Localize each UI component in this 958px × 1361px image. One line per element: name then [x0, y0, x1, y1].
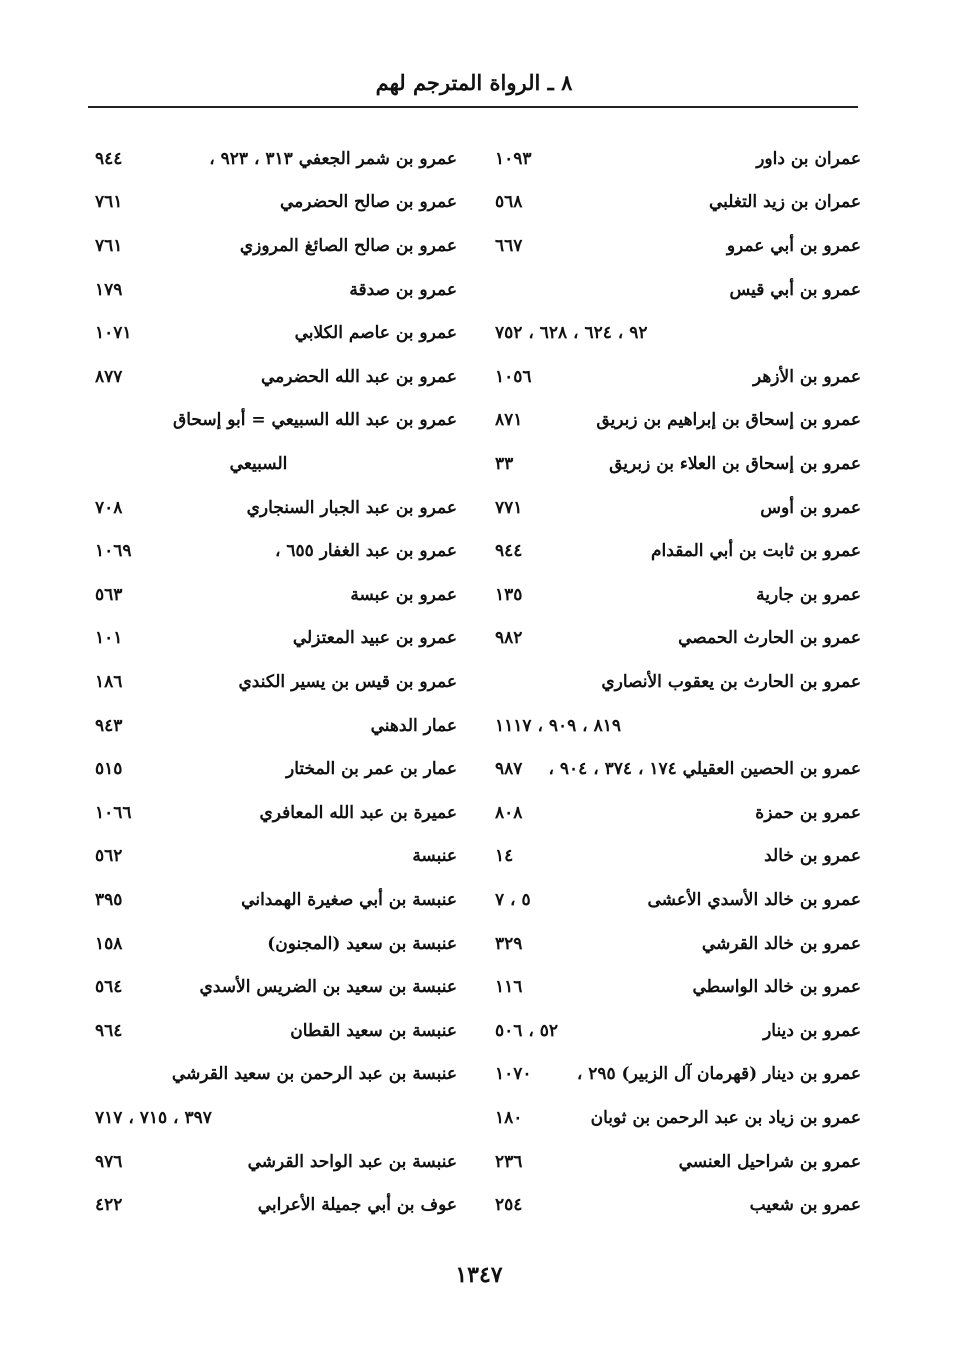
narrator-name: عمرو بن خالد القرشي: [701, 933, 861, 954]
narrator-name: عمرو بن دينار (قهرمان آل الزبير) ٢٩٥ ،: [576, 1064, 861, 1085]
page-references: ٥٦٤: [95, 977, 123, 998]
narrator-name: عمران بن داور: [756, 148, 861, 169]
page-references: ١٠٥٦: [495, 366, 532, 387]
index-entry: [95, 137, 457, 181]
page-references: ٢٥٤: [495, 1195, 523, 1216]
page-references: ٤٢٢: [95, 1195, 123, 1216]
index-column-left: [95, 137, 457, 1227]
narrator-name: عمرو بن حمزة: [755, 802, 861, 823]
page-references: ٧٠٨: [95, 497, 123, 518]
narrator-name: عنبسة بن سعيد بن الضريس الأسدي: [199, 977, 457, 998]
index-entry: [495, 922, 861, 966]
index-entry: [95, 1009, 457, 1053]
narrator-name: عمرو بن عبد الله السبيعي = أبو إسحاق: [173, 410, 457, 431]
index-entry: [495, 791, 861, 835]
index-entry: [495, 529, 861, 573]
index-entry: [495, 1183, 861, 1227]
index-entry: [95, 1096, 457, 1140]
narrator-name: عمرو بن زياد بن عبد الرحمن بن ثوبان: [590, 1107, 861, 1128]
page-references: ١٨٠: [495, 1107, 523, 1128]
narrator-name: عمرو بن دينار: [763, 1020, 861, 1041]
narrator-name: عمرو بن ثابت بن أبي المقدام: [651, 541, 861, 562]
page-references: ١٥٨: [95, 933, 123, 954]
page-references: ٣٩٥: [95, 889, 123, 910]
page-references: ٩٨٢: [495, 628, 523, 649]
narrator-name: عمرو بن قيس بن يسير الكندي: [238, 671, 457, 692]
page-references: ١٠٦٩: [95, 541, 132, 562]
narrator-name: عمرو بن الحارث بن يعقوب الأنصاري: [601, 671, 861, 692]
page-footer: [0, 1262, 958, 1288]
index-entry: [495, 617, 861, 661]
page-references: ٥٦٣: [95, 584, 123, 605]
index-entry: [495, 268, 861, 312]
index-entry: [95, 791, 457, 835]
narrator-name: عمار الدهني: [370, 715, 457, 736]
index-entry: [95, 399, 457, 443]
narrator-name: عمرو بن إسحاق بن العلاء بن زبريق: [609, 453, 861, 474]
narrator-name: عمرو بن صالح الصائغ المروزي: [239, 235, 457, 256]
narrator-name: عمرو بن خالد الواسطي: [692, 977, 861, 998]
narrator-name: عمرو بن شمر الجعفي ٣١٣ ، ٩٢٣ ،: [209, 148, 457, 169]
index-entry: [495, 747, 861, 791]
page-references: ١٠٧١: [95, 323, 132, 344]
index-entry: [495, 181, 861, 225]
page-references: ٣٩٧ ، ٧١٥ ، ٧١٧: [95, 1107, 212, 1128]
page-references: ١٠٦٦: [95, 802, 132, 823]
narrator-name: عنبسة بن سعيد (المجنون): [267, 933, 457, 954]
narrator-name: عميرة بن عبد الله المعافري: [259, 802, 457, 823]
index-entry: [95, 965, 457, 1009]
index-entry: [95, 355, 457, 399]
narrator-name: عنبسة: [412, 846, 457, 867]
index-entry: [95, 878, 457, 922]
index-entry: [95, 747, 457, 791]
narrator-name: السبيعي: [229, 453, 288, 474]
page-references: ١٣٥: [495, 584, 523, 605]
index-entry: [495, 442, 861, 486]
narrator-name: عنبسة بن عبد الرحمن بن سعيد القرشي: [171, 1064, 457, 1085]
narrator-name: عمرو بن أبي قيس: [729, 279, 861, 300]
index-entry: [95, 922, 457, 966]
narrator-name: عمرو بن الأزهر: [752, 366, 861, 387]
narrator-name: عمرو بن عبسة: [350, 584, 457, 605]
page-references: ٩٤٤: [95, 148, 123, 169]
page-references: ٥٦٢: [95, 846, 123, 867]
narrator-name: عمرو بن شراحيل العنسي: [678, 1151, 861, 1172]
narrator-name: عمرو بن أبي عمرو: [726, 235, 861, 256]
page-references: ٨٧٧: [95, 366, 123, 387]
index-entry: [95, 704, 457, 748]
index-entry: [95, 311, 457, 355]
narrator-name: عمرو بن الحصين العقيلي ١٧٤ ، ٣٧٤ ، ٩٠٤ ،: [548, 759, 861, 780]
page-references: ٧٧١: [495, 497, 523, 518]
page-references: ٥٢ ، ٥٠٦: [495, 1020, 558, 1041]
narrator-name: عمرو بن أوس: [760, 497, 861, 518]
index-entry: [495, 311, 861, 355]
narrator-name: عمران بن زيد التغلبي: [708, 192, 861, 213]
page-references: ٩٤٤: [495, 541, 523, 562]
page-references: ١٧٩: [95, 279, 123, 300]
index-entry: [95, 617, 457, 661]
narrator-name: عمرو بن عبد الله الحضرمي: [260, 366, 457, 387]
narrator-name: عمرو بن خالد الأسدي الأعشى: [647, 889, 861, 910]
page-references: ٥٦٨: [495, 192, 523, 213]
index-entry: [495, 1009, 861, 1053]
index-entry: [495, 1096, 861, 1140]
index-entry: [495, 704, 861, 748]
index-entry: [95, 486, 457, 530]
page-references: ١٠٩٣: [495, 148, 532, 169]
page-references: ٢٣٦: [495, 1151, 523, 1172]
page-references: ١١٦: [495, 977, 523, 998]
page-references: ٣٢٩: [495, 933, 523, 954]
index-entry: [95, 181, 457, 225]
narrator-name: عمرو بن الحارث الحمصي: [678, 628, 861, 649]
index-entry: [495, 355, 861, 399]
index-entry: [95, 1183, 457, 1227]
narrator-name: عمرو بن عبد الغفار ٦٥٥ ،: [274, 541, 457, 562]
narrator-name: عمرو بن إسحاق بن إبراهيم بن زبريق: [596, 410, 861, 431]
narrator-name: عمرو بن صدقة: [349, 279, 457, 300]
index-entry: [95, 835, 457, 879]
index-entry: [495, 399, 861, 443]
index-entry: [495, 965, 861, 1009]
index-entry: [95, 224, 457, 268]
index-entry: [495, 660, 861, 704]
narrator-name: عنبسة بن أبي صغيرة الهمداني: [241, 889, 457, 910]
index-entry: [95, 268, 457, 312]
index-entry: [495, 1140, 861, 1184]
page-references: ٨٧١: [495, 410, 523, 431]
page-references: ٩٧٦: [95, 1151, 123, 1172]
narrator-name: عمرو بن عاصم الكلابي: [294, 323, 457, 344]
page-references: ٥ ، ٧: [495, 889, 531, 910]
page-references: ١٨٦: [95, 671, 123, 692]
header-rule: [88, 106, 858, 108]
page-references: ٧٦١: [95, 192, 123, 213]
index-entry: [495, 835, 861, 879]
page-references: ٧٦١: [95, 235, 123, 256]
index-entry: [495, 573, 861, 617]
narrator-name: عنبسة بن سعيد القطان: [290, 1020, 457, 1041]
page-references: ٣٣: [495, 453, 514, 474]
narrator-name: عمرو بن جارية: [756, 584, 861, 605]
index-entry: [495, 1053, 861, 1097]
index-entry: [95, 573, 457, 617]
page-references: ٨٠٨: [495, 802, 523, 823]
index-entry: [95, 1053, 457, 1097]
narrator-name: عمرو بن عبد الجبار السنجاري: [246, 497, 457, 518]
index-entry: [495, 137, 861, 181]
section-title: ٨ ـ الرواة المترجم لهم: [375, 70, 573, 95]
narrator-name: عمرو بن عبيد المعتزلي: [292, 628, 457, 649]
page-references: ٩٨٧: [495, 759, 523, 780]
narrator-name: عنبسة بن عبد الواحد القرشي: [247, 1151, 457, 1172]
index-entry: [95, 1140, 457, 1184]
page-references: ١٠١: [95, 628, 123, 649]
index-entry: [495, 224, 861, 268]
index-column-right: [495, 137, 861, 1227]
index-entry: [495, 878, 861, 922]
page-references: ١٤: [495, 846, 514, 867]
page-header: [90, 70, 858, 106]
index-entry: [95, 660, 457, 704]
index-entry: [495, 486, 861, 530]
index-entry: [95, 442, 457, 486]
narrator-name: عمرو بن خالد: [764, 846, 861, 867]
page-references: ٩٢ ، ٦٢٤ ، ٦٢٨ ، ٧٥٢: [495, 323, 648, 344]
narrator-name: عمرو بن صالح الحضرمي: [279, 192, 457, 213]
page-references: ٨١٩ ، ٩٠٩ ، ١١١٧: [495, 715, 621, 736]
page-number: ١٣٤٧: [455, 1262, 503, 1288]
page-references: ٥١٥: [95, 759, 123, 780]
page-references: ٩٦٤: [95, 1020, 123, 1041]
page-references: ١٠٧٠: [495, 1064, 532, 1085]
narrator-name: عمرو بن شعيب: [749, 1195, 861, 1216]
page-references: ٩٤٣: [95, 715, 123, 736]
index-entry: [95, 529, 457, 573]
narrator-name: عمار بن عمر بن المختار: [286, 759, 457, 780]
narrator-name: عوف بن أبي جميلة الأعرابي: [257, 1195, 457, 1216]
page-references: ٦٦٧: [495, 235, 523, 256]
